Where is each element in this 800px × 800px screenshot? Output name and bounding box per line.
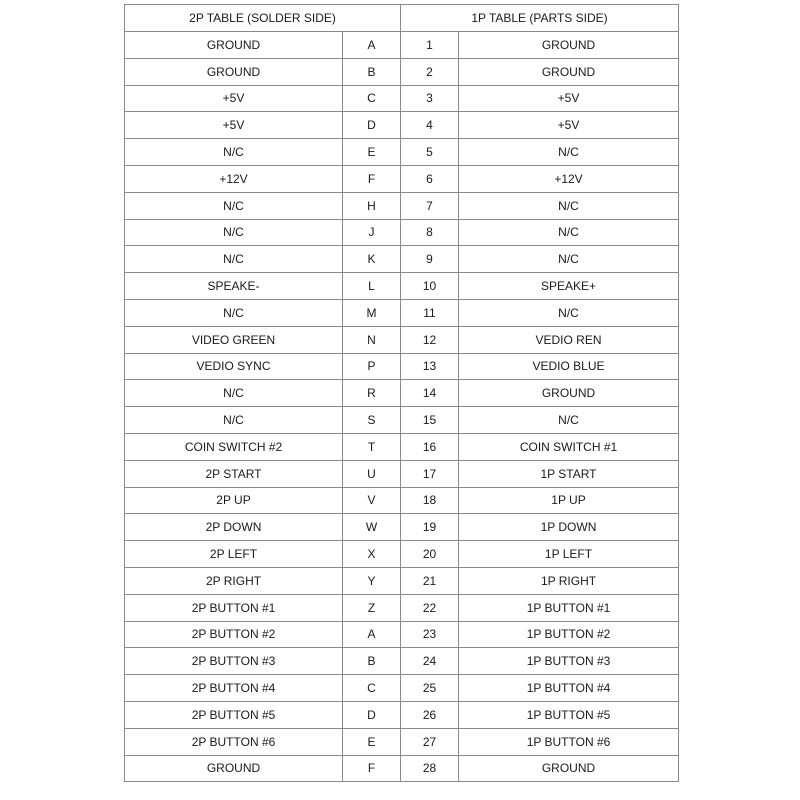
table-row [125, 192, 679, 219]
solder-pin-cell: C [343, 675, 401, 702]
solder-function-cell: +5V [125, 112, 343, 139]
table-row [125, 594, 679, 621]
parts-function-cell: 1P BUTTON #3 [459, 648, 679, 675]
solder-pin-cell: Z [343, 594, 401, 621]
parts-pin-cell: 16 [401, 433, 459, 460]
solder-function-cell: N/C [125, 407, 343, 434]
parts-pin-cell: 18 [401, 487, 459, 514]
solder-function-cell: N/C [125, 299, 343, 326]
solder-function-cell: 2P BUTTON #2 [125, 621, 343, 648]
solder-function-cell: 2P BUTTON #3 [125, 648, 343, 675]
parts-pin-cell: 17 [401, 460, 459, 487]
table-row [125, 219, 679, 246]
parts-pin-cell: 6 [401, 165, 459, 192]
parts-function-cell: N/C [459, 407, 679, 434]
parts-pin-cell: 3 [401, 85, 459, 112]
table-row [125, 567, 679, 594]
solder-function-cell: GROUND [125, 58, 343, 85]
solder-pin-cell: R [343, 380, 401, 407]
parts-pin-cell: 1 [401, 32, 459, 59]
parts-function-cell: N/C [459, 246, 679, 273]
parts-pin-cell: 4 [401, 112, 459, 139]
parts-function-cell: GROUND [459, 755, 679, 782]
parts-function-cell: +12V [459, 165, 679, 192]
parts-function-cell: 1P RIGHT [459, 567, 679, 594]
solder-function-cell: N/C [125, 380, 343, 407]
solder-pin-cell: E [343, 139, 401, 166]
solder-function-cell: +5V [125, 85, 343, 112]
solder-function-cell: 2P BUTTON #4 [125, 675, 343, 702]
table-row [125, 273, 679, 300]
table-row [125, 165, 679, 192]
table-row [125, 621, 679, 648]
parts-function-cell: 1P BUTTON #5 [459, 701, 679, 728]
table-row [125, 648, 679, 675]
solder-function-cell: 2P DOWN [125, 514, 343, 541]
solder-pin-cell: W [343, 514, 401, 541]
table-row [125, 541, 679, 568]
parts-function-cell: GROUND [459, 32, 679, 59]
solder-function-cell: N/C [125, 139, 343, 166]
table-row [125, 58, 679, 85]
parts-pin-cell: 19 [401, 514, 459, 541]
header-row [125, 5, 679, 32]
parts-pin-cell: 5 [401, 139, 459, 166]
parts-pin-cell: 14 [401, 380, 459, 407]
parts-pin-cell: 27 [401, 728, 459, 755]
solder-pin-cell: B [343, 58, 401, 85]
parts-pin-cell: 25 [401, 675, 459, 702]
parts-function-cell: +5V [459, 85, 679, 112]
solder-pin-cell: P [343, 353, 401, 380]
solder-pin-cell: Y [343, 567, 401, 594]
solder-function-cell: SPEAKE- [125, 273, 343, 300]
parts-pin-cell: 13 [401, 353, 459, 380]
solder-pin-cell: L [343, 273, 401, 300]
table-row [125, 701, 679, 728]
parts-pin-cell: 23 [401, 621, 459, 648]
solder-pin-cell: B [343, 648, 401, 675]
solder-pin-cell: D [343, 112, 401, 139]
solder-function-cell: N/C [125, 219, 343, 246]
parts-pin-cell: 28 [401, 755, 459, 782]
table-row [125, 755, 679, 782]
parts-pin-cell: 10 [401, 273, 459, 300]
parts-function-cell: 1P BUTTON #2 [459, 621, 679, 648]
parts-function-cell: 1P UP [459, 487, 679, 514]
solder-function-cell: +12V [125, 165, 343, 192]
parts-pin-cell: 20 [401, 541, 459, 568]
solder-pin-cell: A [343, 32, 401, 59]
table-row [125, 353, 679, 380]
parts-function-cell: 1P BUTTON #1 [459, 594, 679, 621]
parts-pin-cell: 7 [401, 192, 459, 219]
parts-function-cell: 1P START [459, 460, 679, 487]
solder-function-cell: 2P BUTTON #5 [125, 701, 343, 728]
parts-function-cell: N/C [459, 192, 679, 219]
solder-pin-cell: H [343, 192, 401, 219]
parts-function-cell: GROUND [459, 58, 679, 85]
table-row [125, 299, 679, 326]
table-row [125, 460, 679, 487]
solder-pin-cell: V [343, 487, 401, 514]
table-row [125, 407, 679, 434]
solder-function-cell: 2P BUTTON #1 [125, 594, 343, 621]
solder-pin-cell: C [343, 85, 401, 112]
solder-function-cell: N/C [125, 246, 343, 273]
parts-function-cell: 1P BUTTON #4 [459, 675, 679, 702]
solder-pin-cell: A [343, 621, 401, 648]
parts-function-cell: +5V [459, 112, 679, 139]
parts-pin-cell: 8 [401, 219, 459, 246]
solder-function-cell: COIN SWITCH #2 [125, 433, 343, 460]
solder-pin-cell: N [343, 326, 401, 353]
solder-function-cell: 2P UP [125, 487, 343, 514]
table-row [125, 246, 679, 273]
parts-function-cell: GROUND [459, 380, 679, 407]
solder-function-cell: VEDIO SYNC [125, 353, 343, 380]
parts-pin-cell: 21 [401, 567, 459, 594]
parts-pin-cell: 12 [401, 326, 459, 353]
parts-pin-cell: 26 [401, 701, 459, 728]
solder-pin-cell: F [343, 165, 401, 192]
solder-pin-cell: M [343, 299, 401, 326]
solder-pin-cell: F [343, 755, 401, 782]
table-row [125, 32, 679, 59]
table-row [125, 487, 679, 514]
solder-pin-cell: D [343, 701, 401, 728]
table-row [125, 380, 679, 407]
parts-function-cell: N/C [459, 219, 679, 246]
solder-function-cell: 2P LEFT [125, 541, 343, 568]
parts-function-cell: 1P BUTTON #6 [459, 728, 679, 755]
solder-pin-cell: S [343, 407, 401, 434]
solder-function-cell: 2P START [125, 460, 343, 487]
solder-function-cell: GROUND [125, 755, 343, 782]
parts-pin-cell: 15 [401, 407, 459, 434]
parts-function-cell: SPEAKE+ [459, 273, 679, 300]
parts-function-cell: VEDIO REN [459, 326, 679, 353]
solder-function-cell: 2P RIGHT [125, 567, 343, 594]
parts-function-cell: N/C [459, 299, 679, 326]
parts-pin-cell: 22 [401, 594, 459, 621]
solder-function-cell: 2P BUTTON #6 [125, 728, 343, 755]
parts-pin-cell: 11 [401, 299, 459, 326]
solder-function-cell: N/C [125, 192, 343, 219]
parts-function-cell: VEDIO BLUE [459, 353, 679, 380]
parts-side-title: 1P TABLE (PARTS SIDE) [401, 5, 679, 32]
table-row [125, 728, 679, 755]
solder-pin-cell: T [343, 433, 401, 460]
solder-pin-cell: J [343, 219, 401, 246]
solder-side-title: 2P TABLE (SOLDER SIDE) [125, 5, 401, 32]
parts-pin-cell: 2 [401, 58, 459, 85]
table-row [125, 139, 679, 166]
solder-pin-cell: X [343, 541, 401, 568]
parts-pin-cell: 9 [401, 246, 459, 273]
solder-function-cell: GROUND [125, 32, 343, 59]
solder-pin-cell: E [343, 728, 401, 755]
parts-function-cell: N/C [459, 139, 679, 166]
solder-pin-cell: U [343, 460, 401, 487]
table-row [125, 675, 679, 702]
parts-function-cell: 1P DOWN [459, 514, 679, 541]
table-body [125, 32, 679, 782]
solder-function-cell: VIDEO GREEN [125, 326, 343, 353]
solder-pin-cell: K [343, 246, 401, 273]
parts-function-cell: COIN SWITCH #1 [459, 433, 679, 460]
table-header [125, 5, 679, 32]
pinout-table [124, 4, 679, 782]
parts-pin-cell: 24 [401, 648, 459, 675]
table-row [125, 326, 679, 353]
table-row [125, 433, 679, 460]
table-row [125, 514, 679, 541]
parts-function-cell: 1P LEFT [459, 541, 679, 568]
table-row [125, 112, 679, 139]
table-row [125, 85, 679, 112]
